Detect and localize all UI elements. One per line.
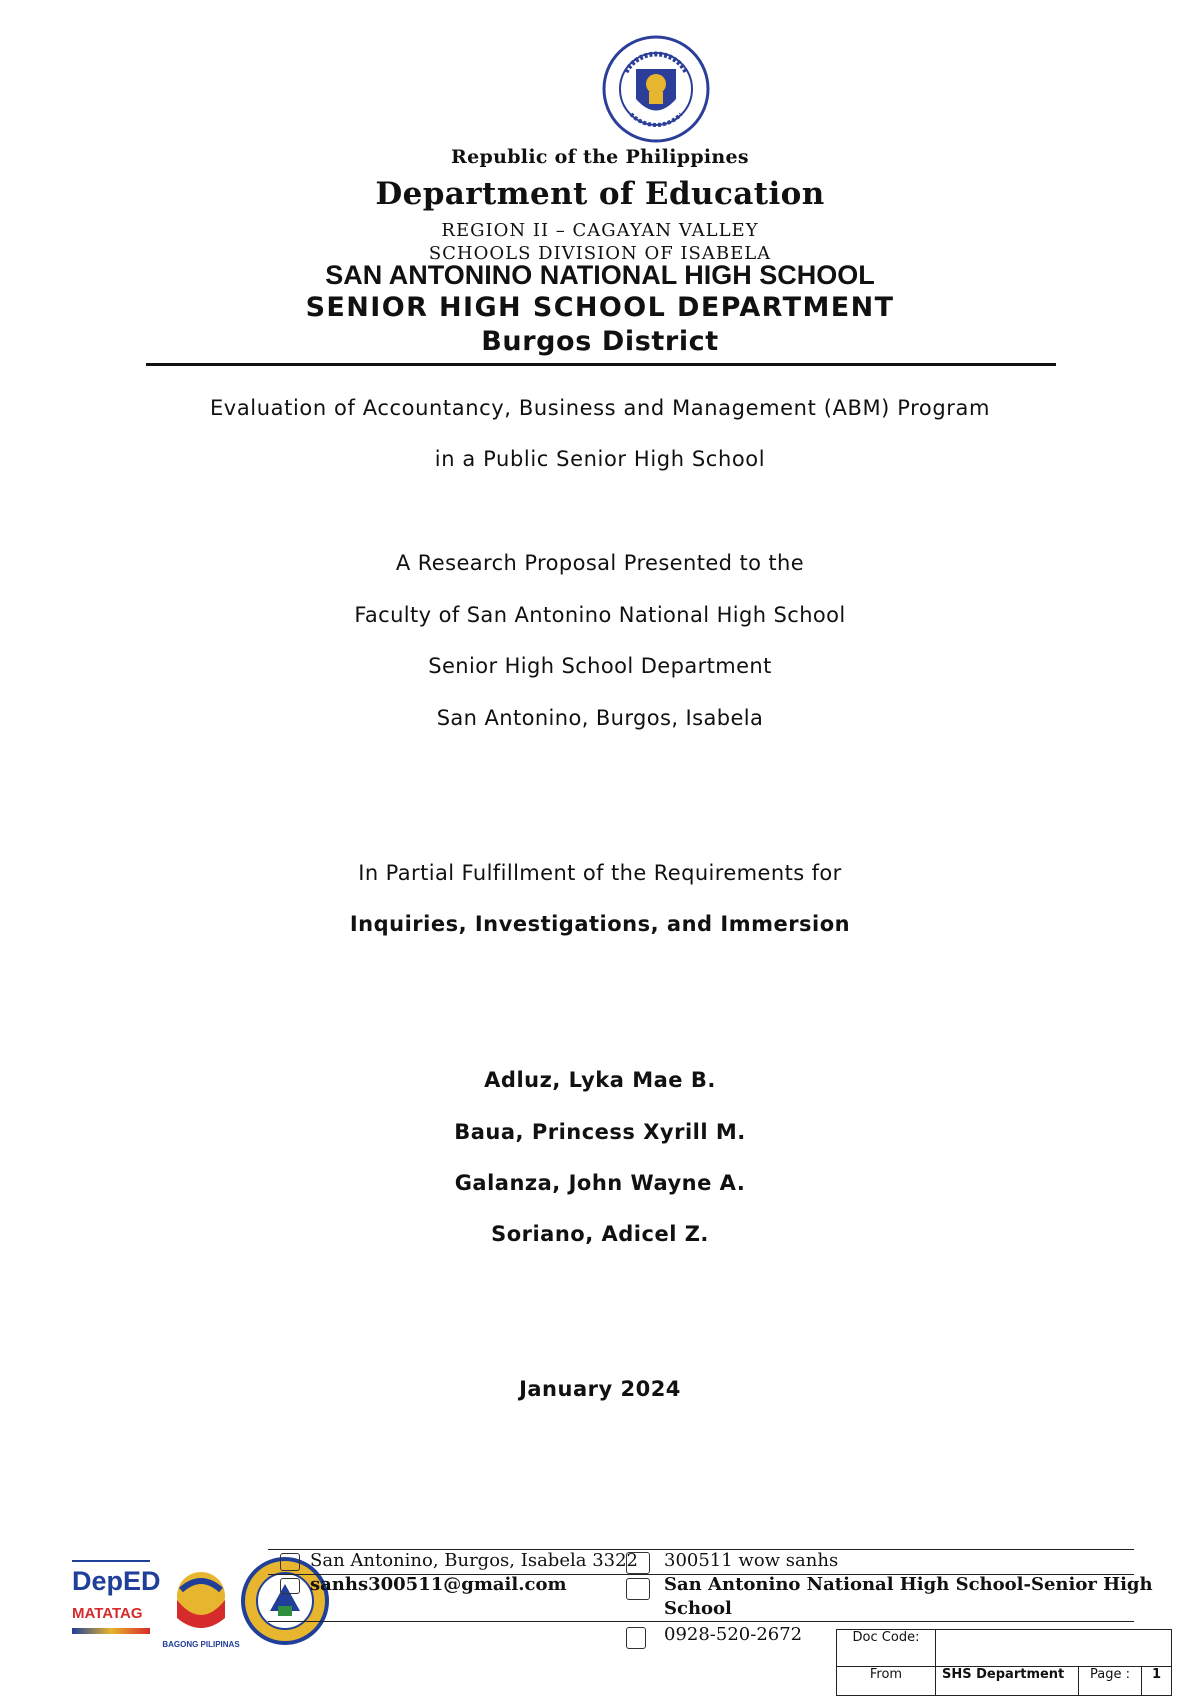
author-4: Soriano, Adicel Z.	[491, 1222, 709, 1246]
submission-date: January 2024	[519, 1377, 681, 1401]
fulfillment-line: In Partial Fulfillment of the Requirements for	[358, 861, 842, 885]
deped-seal-logo	[601, 34, 711, 144]
presented-line-4: San Antonino, Burgos, Isabela	[436, 706, 764, 730]
bagong-pilipinas-logo	[165, 1560, 237, 1652]
footer-rule-bottom	[268, 1621, 1134, 1622]
republic-heading: Republic of the Philippines	[451, 146, 749, 168]
location-icon	[280, 1553, 300, 1571]
presented-line-1: A Research Proposal Presented to the	[395, 551, 805, 575]
phone-icon	[626, 1627, 646, 1649]
presented-line-3: Senior High School Department	[428, 654, 772, 678]
page-value: 1	[1142, 1667, 1172, 1696]
presented-line-2: Faculty of San Antonino National High School	[354, 603, 846, 627]
research-title-line-2: in a Public Senior High School	[434, 447, 766, 471]
from-value: SHS Department	[936, 1667, 1079, 1696]
author-3: Galanza, John Wayne A.	[454, 1171, 746, 1195]
document-control-table	[836, 1629, 1172, 1696]
footer-school-id: 300511 wow sanhs	[664, 1550, 839, 1571]
footer-email: sanhs300511@gmail.com	[310, 1574, 567, 1595]
deped-matatag-logo	[72, 1560, 161, 1650]
footer-facebook-line-1: San Antonino National High School-Senior High	[664, 1574, 1153, 1595]
deped-logo-text: DepED	[72, 1566, 161, 1596]
facebook-icon	[626, 1578, 650, 1600]
senior-high-department: SENIOR HIGH SCHOOL DEPARTMENT	[305, 292, 895, 323]
subject-name: Inquiries, Investigations, and Immersion	[349, 912, 851, 936]
region-heading: REGION II – CAGAYAN VALLEY	[441, 220, 759, 241]
from-label: From	[837, 1667, 936, 1696]
email-icon	[280, 1578, 300, 1594]
doc-code-label: Doc Code:	[837, 1630, 936, 1667]
school-id-icon	[626, 1552, 650, 1574]
research-title-line-1: Evaluation of Accountancy, Business and Management (ABM) Program	[209, 396, 991, 420]
page-label: Page :	[1079, 1667, 1142, 1696]
district-name: Burgos District	[481, 326, 719, 357]
author-2: Baua, Princess Xyrill M.	[454, 1120, 746, 1144]
bagong-pilipinas-label: BAGONG PILIPINAS	[162, 1640, 240, 1649]
matatag-logo-text: MATATAG	[72, 1605, 143, 1622]
footer-phone: 0928-520-2672	[664, 1624, 803, 1645]
doc-code-value	[936, 1630, 1172, 1667]
division-heading: SCHOOLS DIVISION OF ISABELA	[428, 243, 772, 264]
department-heading: Department of Education	[375, 176, 825, 212]
school-name: SAN ANTONINO NATIONAL HIGH SCHOOL	[325, 260, 875, 290]
header-divider	[146, 363, 1056, 366]
footer-address: San Antonino, Burgos, Isabela 3322	[310, 1550, 638, 1571]
author-1: Adluz, Lyka Mae B.	[484, 1068, 716, 1092]
footer-facebook-line-2: School	[664, 1598, 732, 1619]
